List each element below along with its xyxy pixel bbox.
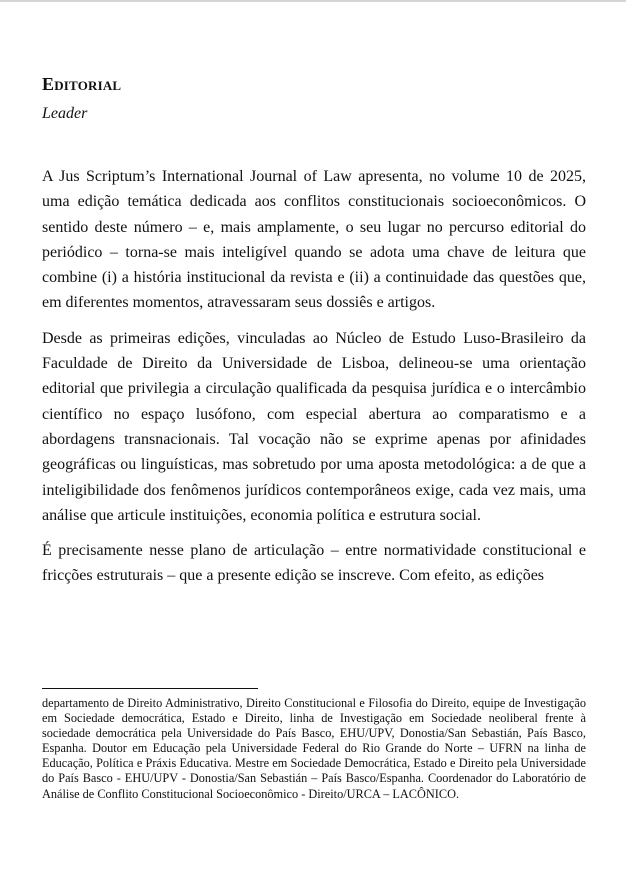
section-subheading: Leader (42, 105, 88, 122)
paragraph-1: A Jus Scriptum’s International Journal of Law apresenta, no volume 10 de 2025, uma edição temática dedicada aos conflitos constitucionais socioeconômicos. O sentido deste número – e, mais amplamente, o seu lugar no percurso editorial do periódico – torna-se mais inteligível quando se adota uma chave de leitura que combine (i) a história institucional da revista e (ii) a continuidade das questões que, em diferentes momentos, atravessaram seus dossiês e artigos. (42, 168, 586, 312)
body-text (42, 164, 586, 599)
footnote-text: departamento de Direito Administrativo, Direito Constitucional e Filosofia do Direito, equipe de Investigação em Sociedade democrática, Estado e Direito, linha de Investigação em Sociedade neoliberal frente à sociedade democrática pela Universidade do País Basco, EHU/UPV, Donostia/San Sebastián, País Basco, Espanha. Doutor em Educação pela Universidade Federal do Rio Grande do Norte – UFRN na linha de Educação, Política e Práxis Educativa. Mestre em Sociedade Democrática, Estado e Direito pela Universidade do País Basco - EHU/UPV - Donostia/San Sebastián – País Basco/Espanha. Coordenador do Laboratório de Análise de Conflito Constitucional Socioeconômico - Direito/URCA – LACÔNICO. (42, 696, 586, 801)
paragraph-3: É precisamente nesse plano de articulação – entre normatividade constitucional e fricções estruturais – que a presente edição se inscreve. Com efeito, as edições (42, 542, 586, 585)
footnote-separator (42, 688, 258, 689)
page-top-border (0, 0, 626, 2)
paragraph-2: Desde as primeiras edições, vinculadas ao Núcleo de Estudo Luso-Brasileiro da Faculdade de Direito da Universidade de Lisboa, delineou-se uma orientação editorial que privilegia a circulação qualificada da pesquisa jurídica e o intercâmbio científico no espaço lusófono, com especial abertura ao comparatismo e a abordagens transnacionais. Tal vocação não se exprime apenas por afinidades geográficas ou linguísticas, mas sobretudo por uma aposta metodológica: a de que a inteligibilidade dos fenômenos jurídicos contemporâneos exige, cada vez mais, uma análise que articule instituições, economia política e estrutura social. (42, 329, 586, 524)
section-heading: Editorial (42, 74, 122, 94)
